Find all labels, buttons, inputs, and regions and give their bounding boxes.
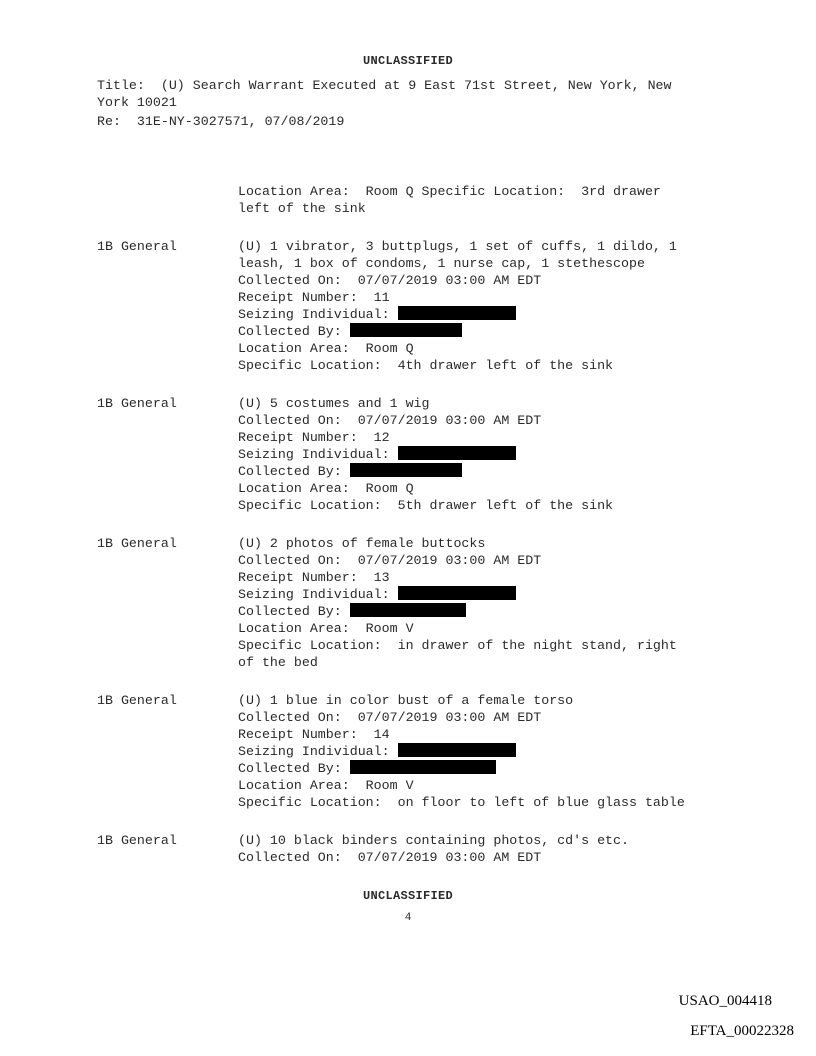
entry-seizing-individual xyxy=(238,446,738,463)
redaction-block xyxy=(350,603,466,617)
redaction-block xyxy=(350,463,462,477)
collected-by-label: Collected By: xyxy=(238,761,342,776)
entry-category: 1B General xyxy=(97,536,177,551)
entry-collected-on: Collected On: 07/07/2019 03:00 AM EDT xyxy=(238,273,542,288)
entry-collected-by xyxy=(238,323,738,340)
header-classification-banner: UNCLASSIFIED xyxy=(362,54,453,68)
entry-collected-on: Collected On: 07/07/2019 03:00 AM EDT xyxy=(238,850,542,865)
redaction-block xyxy=(398,306,516,320)
title-line-1: Title: (U) Search Warrant Executed at 9 East 71st Street, New York, New xyxy=(97,78,672,93)
entry-description-cont: leash, 1 box of condoms, 1 nurse cap, 1 stethescope xyxy=(238,256,645,271)
entry-receipt-number: Receipt Number: 14 xyxy=(238,727,390,742)
seizing-individual-label: Seizing Individual: xyxy=(238,307,390,322)
entry-category: 1B General xyxy=(97,239,177,254)
entry-receipt-number: Receipt Number: 13 xyxy=(238,570,390,585)
continuation-block xyxy=(238,183,738,217)
entry-collected-by xyxy=(238,463,738,480)
entry-category: 1B General xyxy=(97,396,177,411)
collected-by-label: Collected By: xyxy=(238,464,342,479)
redaction-block xyxy=(398,743,516,757)
entry-specific-location-cont: of the bed xyxy=(238,655,318,670)
redaction-block xyxy=(350,323,462,337)
entry-specific-location: Specific Location: on floor to left of blue glass table xyxy=(238,795,685,810)
entry-receipt-number: Receipt Number: 11 xyxy=(238,290,390,305)
entry-seizing-individual xyxy=(238,743,738,760)
entry-description: (U) 2 photos of female buttocks xyxy=(238,536,486,551)
entry-description: (U) 1 vibrator, 3 buttplugs, 1 set of cuffs, 1 dildo, 1 xyxy=(238,239,677,254)
re-line: Re: 31E-NY-3027571, 07/08/2019 xyxy=(97,114,345,129)
evidence-entry xyxy=(238,692,738,811)
redaction-block xyxy=(398,446,516,460)
title-line-2: York 10021 xyxy=(97,95,177,110)
entry-location-area: Location Area: Room V xyxy=(238,778,414,793)
continuation-line-2: left of the sink xyxy=(238,201,366,216)
entry-seizing-individual xyxy=(238,586,738,603)
entry-location-area: Location Area: Room V xyxy=(238,621,414,636)
evidence-entry xyxy=(238,535,738,671)
entry-collected-by xyxy=(238,760,738,777)
redaction-block xyxy=(398,586,516,600)
entry-description: (U) 10 black binders containing photos, cd's etc. xyxy=(238,833,629,848)
evidence-entry xyxy=(238,238,738,374)
entry-specific-location: Specific Location: 4th drawer left of the sink xyxy=(238,358,614,373)
entry-collected-by xyxy=(238,603,738,620)
entry-location-area: Location Area: Room Q xyxy=(238,481,414,496)
entry-collected-on: Collected On: 07/07/2019 03:00 AM EDT xyxy=(238,553,542,568)
seizing-individual-label: Seizing Individual: xyxy=(238,744,390,759)
footer-classification-banner: UNCLASSIFIED xyxy=(362,889,453,903)
entry-category: 1B General xyxy=(97,693,177,708)
entry-seizing-individual xyxy=(238,306,738,323)
entry-specific-location: Specific Location: 5th drawer left of the sink xyxy=(238,498,614,513)
collected-by-label: Collected By: xyxy=(238,604,342,619)
entry-receipt-number: Receipt Number: 12 xyxy=(238,430,390,445)
seizing-individual-label: Seizing Individual: xyxy=(238,587,390,602)
evidence-entry xyxy=(238,832,738,866)
page-number: 4 xyxy=(404,912,412,924)
entry-category: 1B General xyxy=(97,833,177,848)
continuation-line-1: Location Area: Room Q Specific Location: 3rd drawer xyxy=(238,184,661,199)
collected-by-label: Collected By: xyxy=(238,324,342,339)
seizing-individual-label: Seizing Individual: xyxy=(238,447,390,462)
evidence-entry xyxy=(238,395,738,514)
entry-location-area: Location Area: Room Q xyxy=(238,341,414,356)
entry-specific-location: Specific Location: in drawer of the night stand, right xyxy=(238,638,677,653)
entry-collected-on: Collected On: 07/07/2019 03:00 AM EDT xyxy=(238,413,542,428)
bates-efta: EFTA_00022328 xyxy=(690,1023,794,1039)
entry-collected-on: Collected On: 07/07/2019 03:00 AM EDT xyxy=(238,710,542,725)
entry-description: (U) 5 costumes and 1 wig xyxy=(238,396,430,411)
bates-usao: USAO_004418 xyxy=(678,993,772,1009)
redaction-block xyxy=(350,760,496,774)
entry-description: (U) 1 blue in color bust of a female torso xyxy=(238,693,574,708)
